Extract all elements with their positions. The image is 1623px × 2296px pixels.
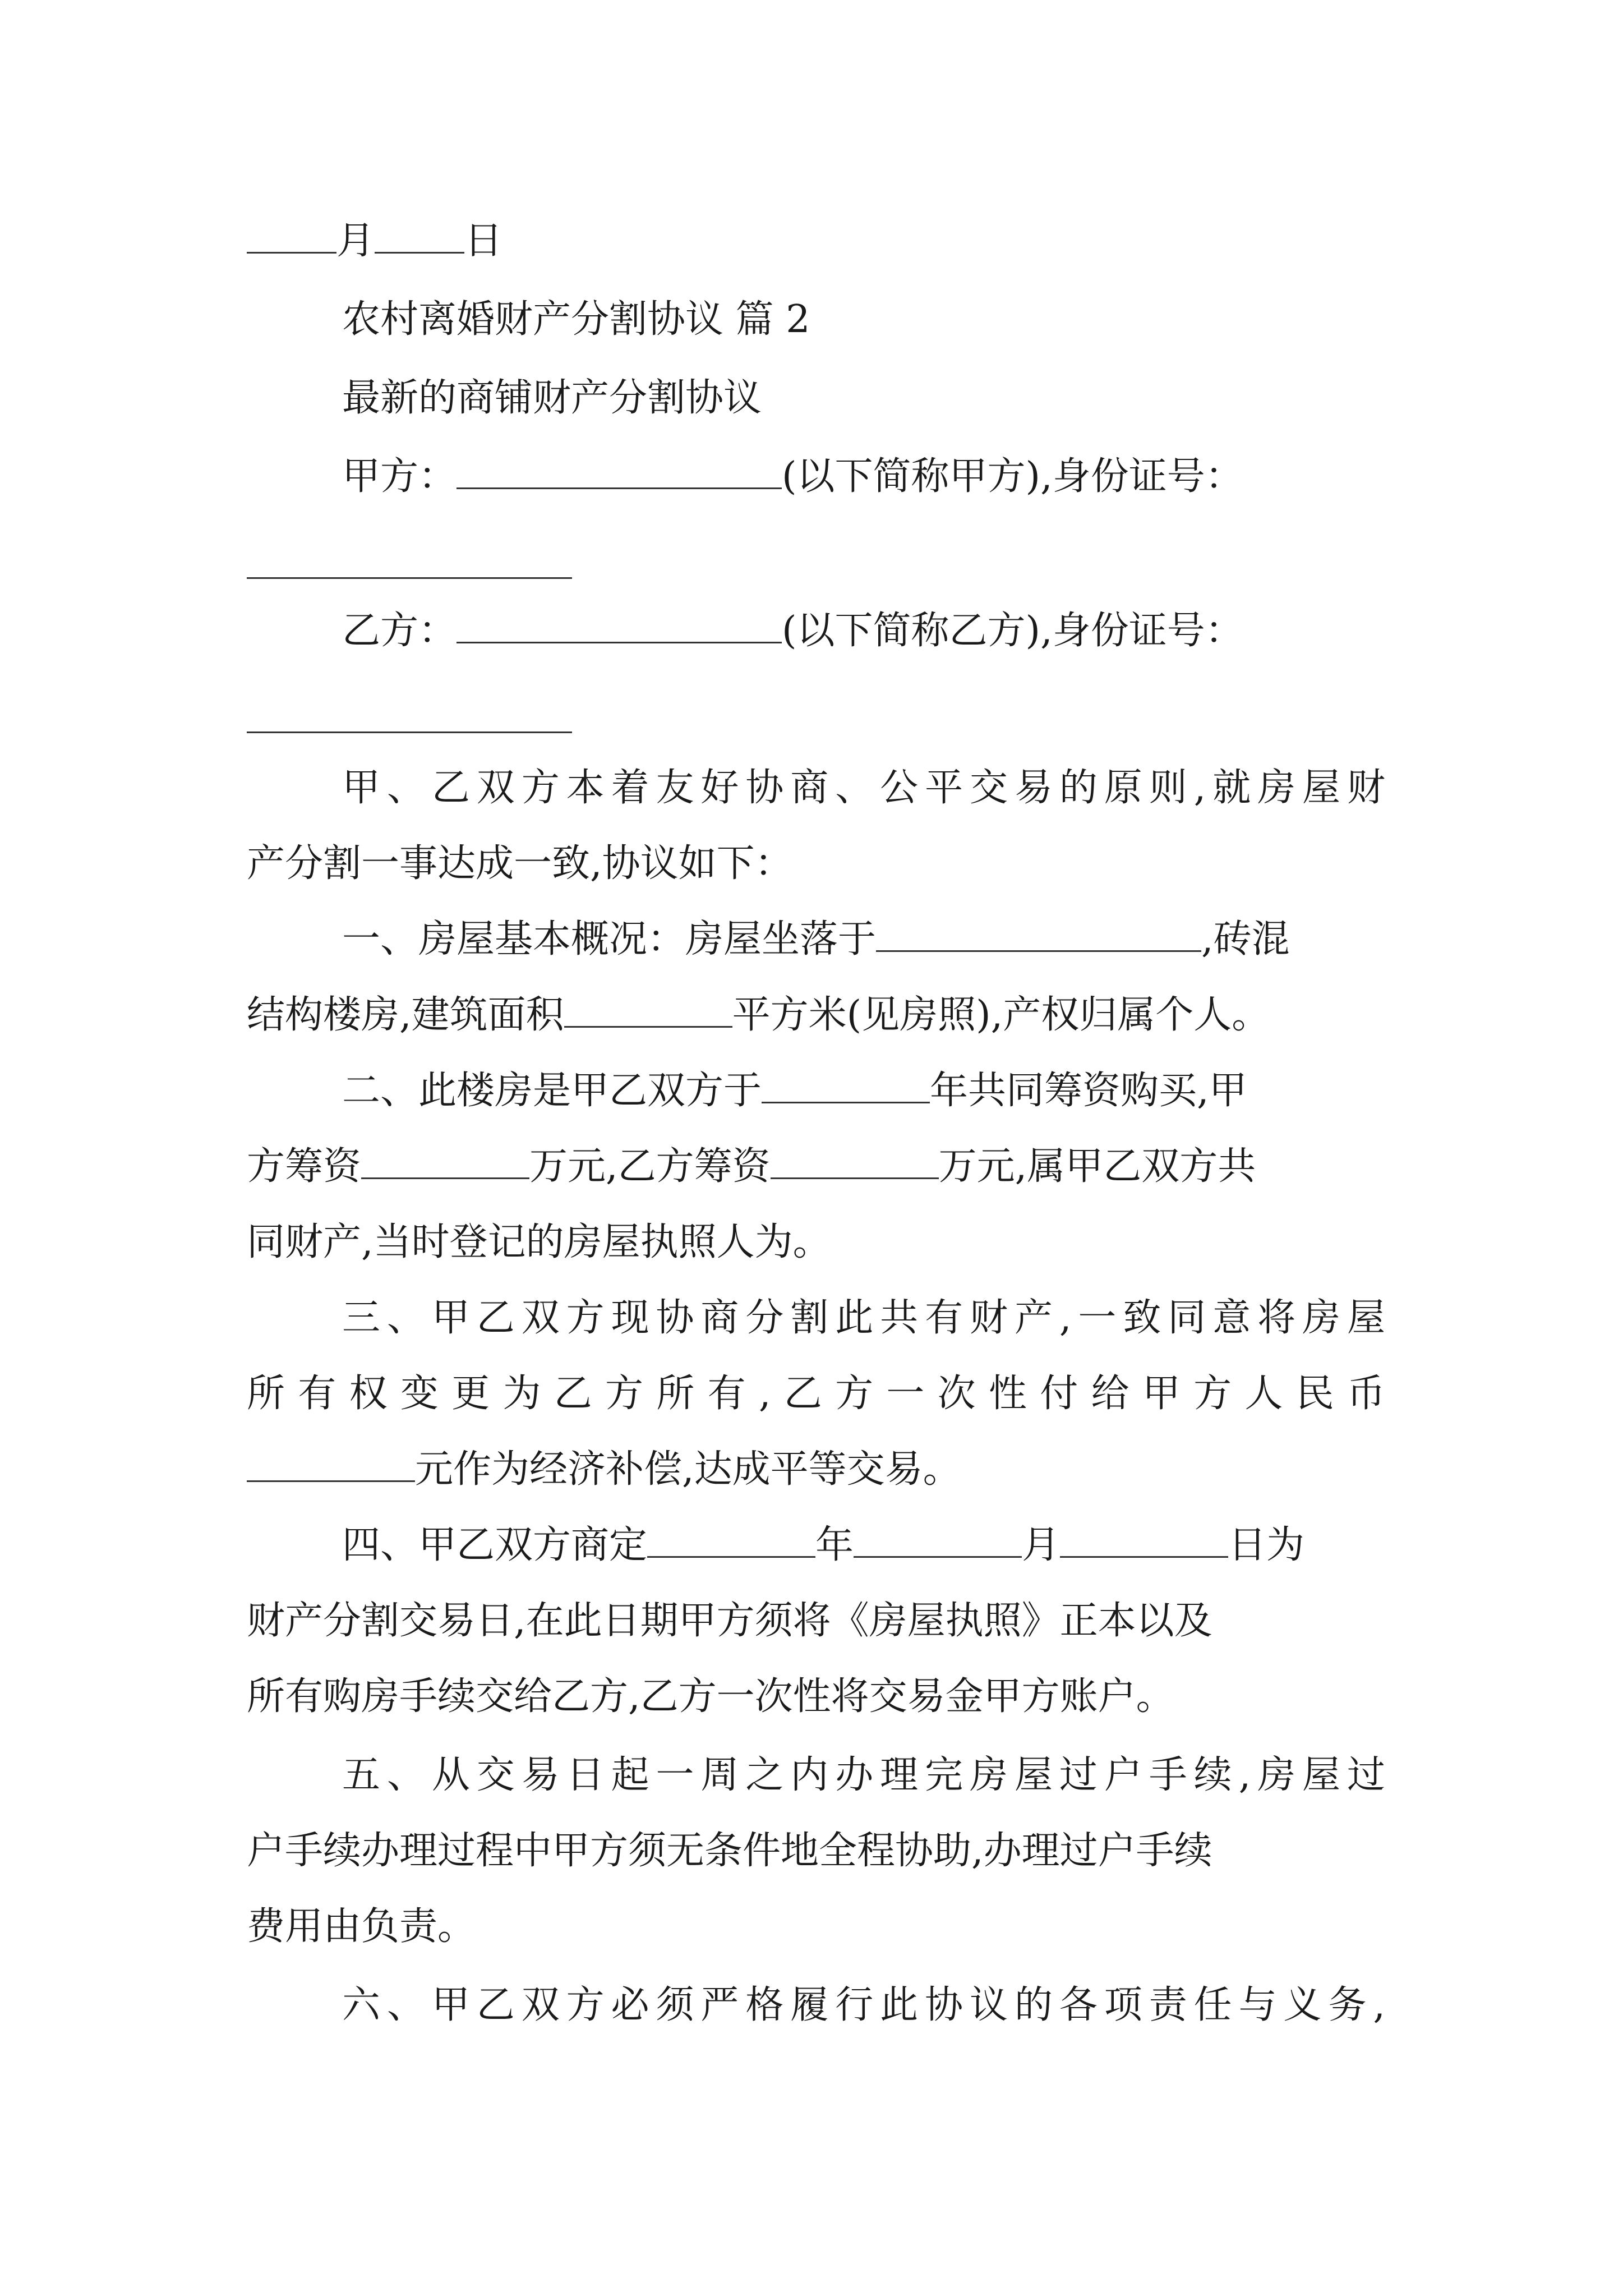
clause-2-text-b: 年共同筹资购买,甲 [930, 1069, 1247, 1113]
area-blank [564, 993, 732, 1028]
clause-5-line-1: 五、从交易日起一周之内办理完房屋过户手续,房屋过 [342, 1753, 1385, 1797]
trade-year-blank [647, 1524, 815, 1558]
clause-4-text-c: 月 [1022, 1523, 1061, 1567]
clause-2-line-3: 同财产,当时登记的房屋执照人为。 [247, 1220, 831, 1264]
clause-4-line-3: 所有购房手续交给乙方,乙方一次性将交易金甲方账户。 [247, 1674, 1174, 1719]
party-a-line [342, 446, 1385, 508]
party-a-id-blank [247, 545, 572, 579]
day-blank [375, 219, 464, 254]
day-label: 日 [464, 219, 503, 263]
clause-5-line-3: 费用由负责。 [247, 1904, 476, 1949]
clause-3-line-3 [247, 1439, 1385, 1501]
purchase-year-blank [762, 1069, 930, 1103]
party-a-id-line [247, 536, 1385, 597]
party-b-name-blank [457, 609, 782, 643]
clause-4-text-a: 四、甲乙双方商定 [342, 1523, 648, 1567]
party-b-id-blank [247, 699, 572, 733]
party-a-label: 甲方： [342, 454, 457, 499]
clause-4-text-d: 日为 [1228, 1523, 1305, 1567]
heading-agreement-part-2: 农村离婚财产分割协议 篇 2 [342, 297, 810, 342]
clause-3-text-b: 元作为经济补偿,达成平等交易。 [415, 1447, 961, 1492]
party-a-fund-blank [361, 1145, 529, 1179]
clause-1-line-2 [247, 984, 1385, 1046]
clause-5-line-2: 户手续办理过程中甲方须无条件地全程协助,办理过户手续 [247, 1829, 1212, 1873]
clause-6-line-1: 六、甲乙双方必须严格履行此协议的各项责任与义务, [342, 1983, 1385, 2027]
party-b-id-line [247, 690, 1385, 752]
intro-line-2: 产分割一事达成一致,协议如下： [247, 841, 793, 886]
location-blank [876, 918, 1201, 952]
party-b-suffix: (以下简称乙方),身份证号： [782, 609, 1243, 653]
clause-3-line-1: 三、甲乙双方现协商分割此共有财产,一致同意将房屋 [342, 1296, 1385, 1340]
clause-4-text-b: 年 [815, 1523, 854, 1567]
clause-2-text-d: 万元,乙方筹资 [529, 1144, 771, 1189]
trade-month-blank [854, 1524, 1022, 1558]
compensation-blank [247, 1448, 415, 1482]
clause-1-text-b: ,砖混 [1201, 917, 1290, 961]
party-a-name-blank [457, 455, 782, 489]
clause-2-line-2 [247, 1136, 1385, 1198]
date-line [247, 210, 1385, 272]
clause-1-text-c: 结构楼房,建筑面积 [247, 993, 564, 1037]
clause-1-line-1 [342, 909, 1385, 970]
clause-2-text-e: 万元,属甲乙双方共 [938, 1144, 1256, 1189]
clause-2-line-1 [342, 1060, 1385, 1122]
intro-line-1: 甲、乙双方本着友好协商、公平交易的原则,就房屋财 [342, 766, 1385, 810]
party-b-label: 乙方： [342, 609, 457, 653]
clause-4-line-2: 财产分割交易日,在此日期甲方须将《房屋执照》正本以及 [247, 1599, 1212, 1643]
trade-day-blank [1060, 1524, 1228, 1558]
month-label: 月 [336, 219, 375, 263]
party-b-line [342, 600, 1385, 662]
clause-4-line-1 [342, 1515, 1385, 1576]
clause-1-text-d: 平方米(见房照),产权归属个人。 [732, 993, 1270, 1037]
clause-3-line-2: 所有权变更为乙方所有,乙方一次性付给甲方人民币 [247, 1372, 1385, 1416]
month-blank [247, 219, 336, 254]
party-b-fund-blank [771, 1145, 939, 1179]
heading-shop-property-agreement: 最新的商铺财产分割协议 [342, 376, 762, 420]
party-a-suffix: (以下简称甲方),身份证号： [782, 454, 1243, 499]
clause-2-text-c: 方筹资 [247, 1144, 362, 1189]
clause-2-text-a: 二、此楼房是甲乙双方于 [342, 1069, 762, 1113]
clause-1-text-a: 一、房屋基本概况：房屋坐落于 [342, 917, 877, 961]
